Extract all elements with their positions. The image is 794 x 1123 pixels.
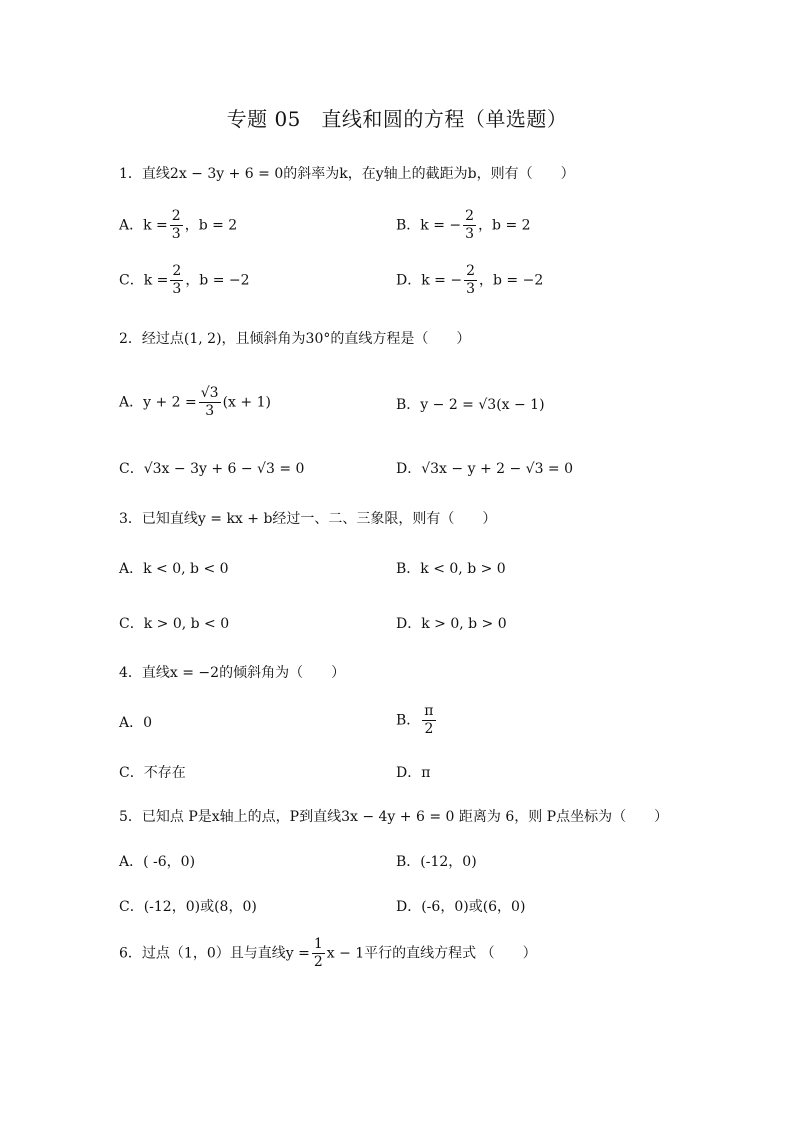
question-5-stem: 5．已知点 P是x轴上的点，P到直线3x − 4y + 6 = 0 距离为 6，则 P点坐标为（ ）: [119, 809, 669, 825]
fraction-numerator: 1: [313, 936, 323, 952]
option-prefix: A．y + 2 =: [119, 394, 197, 411]
question-3-option-a: A．k < 0, b < 0: [119, 561, 229, 577]
question-1-option-c: [119, 263, 250, 298]
fraction-numerator: 2: [172, 263, 182, 279]
fraction-denominator: 3: [205, 403, 215, 419]
fraction-numerator: π: [424, 703, 434, 719]
question-2-option-b: B．y − 2 = √3(x − 1): [396, 397, 545, 413]
option-suffix: ，b = 2: [478, 217, 531, 234]
question-3-option-b: B．k < 0, b > 0: [396, 561, 506, 577]
fraction: [170, 263, 183, 298]
fraction-denominator: 3: [171, 226, 181, 242]
question-1-stem: 1．直线2x − 3y + 6 = 0的斜率为k，在y轴上的截距为b，则有（ ）: [119, 166, 575, 182]
question-5-option-d: D．(-6，0)或(6，0): [396, 899, 526, 915]
question-2-stem: 2．经过点(1, 2)，且倾斜角为30°的直线方程是（ ）: [119, 331, 471, 347]
fraction-denominator: 3: [172, 281, 182, 297]
fraction-denominator: 3: [466, 281, 475, 297]
question-3-option-d: D．k > 0, b > 0: [396, 616, 507, 632]
fraction: [464, 263, 477, 298]
question-2-option-a: [119, 385, 271, 420]
fraction-numerator: √3: [200, 385, 219, 401]
option-prefix: B．k = −: [396, 217, 462, 234]
question-3-option-c: C．k > 0, b < 0: [119, 616, 230, 632]
option-prefix: A．k =: [119, 217, 168, 234]
question-3-stem: 3．已知直线y = kx + b经过一、二、三象限，则有（ ）: [119, 511, 497, 527]
option-suffix: (x + 1): [222, 394, 271, 411]
page-title: 专题 05 直线和圆的方程（单选题）: [226, 107, 568, 131]
question-5-option-a: A．( -6，0): [119, 854, 196, 870]
fraction-denominator: 3: [465, 226, 475, 242]
option-prefix: B．: [396, 712, 421, 729]
question-6-stem: [119, 936, 537, 971]
question-4-stem: 4．直线x = −2的倾斜角为（ ）: [119, 665, 346, 681]
question-2-option-c: C．√3x − 3y + 6 − √3 = 0: [119, 461, 305, 477]
question-2-option-d: D．√3x − y + 2 − √3 = 0: [396, 461, 574, 477]
question-4-option-b: [396, 703, 438, 738]
fraction-numerator: 2: [465, 208, 475, 224]
question-4-option-a: A．0: [119, 715, 153, 731]
fraction-denominator: 2: [424, 721, 434, 737]
fraction: [312, 936, 325, 971]
option-suffix: ，b = −2: [185, 272, 250, 289]
fraction-denominator: 2: [313, 954, 323, 970]
option-suffix: ，b = 2: [184, 217, 238, 234]
question-4-option-d: D．π: [396, 765, 431, 781]
option-prefix: D．k = −: [396, 272, 463, 289]
fraction: [422, 703, 435, 738]
option-prefix: C．k =: [119, 272, 169, 289]
fraction-numerator: 2: [171, 208, 181, 224]
question-1-option-a: [119, 208, 237, 243]
fraction: [170, 208, 183, 243]
question-5-option-c: C．(-12，0)或(8，0): [119, 899, 257, 915]
fraction: [199, 385, 221, 420]
fraction-numerator: 2: [466, 263, 475, 279]
option-suffix: ，b = −2: [479, 272, 544, 289]
question-4-option-c: C．不存在: [119, 765, 186, 781]
fraction: [463, 208, 476, 243]
question-1-option-b: [396, 208, 531, 243]
question-5-option-b: B．(-12，0): [396, 854, 477, 870]
stem-suffix: x − 1平行的直线方程式 （ ）: [326, 945, 537, 962]
stem-prefix: 6．过点（1，0）且与直线y =: [119, 945, 310, 962]
question-1-option-d: [396, 263, 543, 298]
